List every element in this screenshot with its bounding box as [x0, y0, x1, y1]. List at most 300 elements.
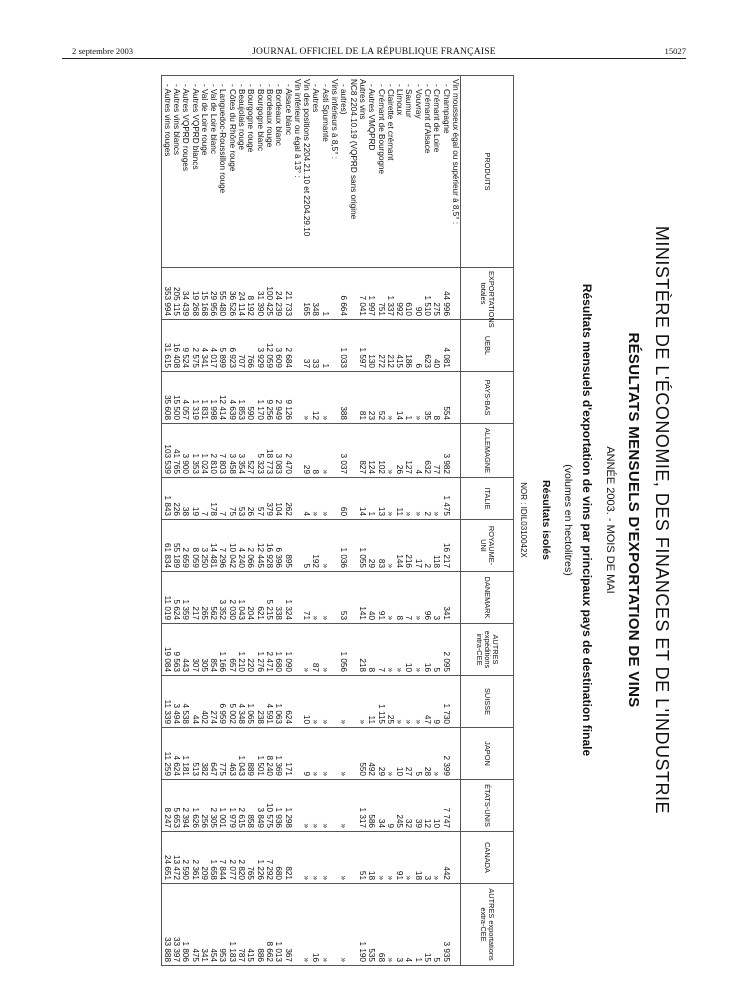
value-cell: 707	[237, 320, 246, 372]
value-cell: 226	[172, 478, 181, 520]
value-cell: 17	[414, 520, 423, 572]
value-cell: 6	[414, 320, 423, 372]
value-cell: 16	[311, 884, 320, 966]
product-cell: - Autres VQPRD blancs	[190, 76, 199, 268]
value-cell: »	[432, 728, 441, 780]
value-cell	[330, 320, 339, 372]
value-cell: 623	[423, 320, 432, 372]
product-cell: - Bourgogne blanc	[255, 76, 264, 268]
value-cell: »	[321, 780, 330, 832]
header-date: 2 septembre 2003	[72, 46, 134, 56]
value-cell: 348	[311, 268, 320, 320]
value-cell: 1 597	[358, 320, 367, 372]
value-cell: 2 575	[190, 320, 199, 372]
value-cell: 104	[274, 478, 283, 520]
value-cell: 274	[209, 676, 218, 728]
value-cell: 1 324	[283, 572, 292, 624]
value-cell: 1 936	[274, 780, 283, 832]
value-cell: »	[386, 728, 395, 780]
value-cell	[293, 832, 302, 884]
value-cell: 492	[367, 728, 376, 780]
product-cell: - Crémant de Loire	[432, 76, 441, 268]
value-cell	[348, 268, 357, 320]
value-cell: 1 658	[209, 832, 218, 884]
value-cell: 144	[395, 520, 404, 572]
value-cell: 353 994	[162, 268, 172, 320]
value-cell: 2	[423, 520, 432, 572]
value-cell	[348, 572, 357, 624]
value-cell: 562	[209, 572, 218, 624]
value-cell	[348, 780, 357, 832]
value-cell: 4 348	[237, 676, 246, 728]
value-cell: 3 250	[200, 520, 209, 572]
value-cell: 2 659	[181, 520, 190, 572]
column-header: AUTRES exportations extra-CEE	[461, 884, 514, 966]
value-cell: 1	[321, 320, 330, 372]
value-cell	[293, 624, 302, 676]
table-row	[432, 76, 441, 966]
value-cell: 16 408	[172, 320, 181, 372]
product-cell: - Beaujolais rouge	[237, 76, 246, 268]
value-cell: 3 037	[339, 424, 348, 478]
header-journal-title: JOURNAL OFFICIEL DE LA RÉPUBLIQUE FRANÇAISE	[252, 46, 496, 57]
value-cell: 680	[274, 832, 283, 884]
value-cell: »	[302, 372, 311, 424]
value-cell: 2 030	[228, 572, 237, 624]
value-cell: 4	[302, 478, 311, 520]
table-header-row	[461, 76, 514, 966]
value-cell	[451, 624, 461, 676]
value-cell: 5	[432, 624, 441, 676]
value-cell: 7 803	[218, 424, 227, 478]
table-row	[265, 76, 274, 966]
value-cell: »	[339, 832, 348, 884]
product-cell: Vin mousseux égal ou supérieur à 8,5° :	[451, 76, 461, 268]
value-cell: 96	[423, 572, 432, 624]
value-cell	[348, 624, 357, 676]
value-cell: 11 019	[162, 572, 172, 624]
value-cell: 5	[302, 520, 311, 572]
value-cell: 586	[367, 780, 376, 832]
value-cell: 1 001	[218, 780, 227, 832]
value-cell	[330, 520, 339, 572]
value-cell: 29 956	[209, 268, 218, 320]
value-cell: 91	[395, 832, 404, 884]
value-cell: 171	[283, 728, 292, 780]
value-cell: 2 394	[181, 780, 190, 832]
value-cell: 5 215	[265, 572, 274, 624]
value-cell: 5 899	[218, 320, 227, 372]
value-cell: 1 319	[190, 372, 199, 424]
value-cell: 26	[246, 478, 255, 520]
value-cell: 9	[302, 728, 311, 780]
value-cell: 41 765	[172, 424, 181, 478]
value-cell	[451, 572, 461, 624]
value-cell: 4 591	[265, 676, 274, 728]
value-cell: »	[414, 676, 423, 728]
product-cell: Vin des positions 2204.21.10 et 2204.29.10	[302, 76, 311, 268]
report-units: (volumes en hectolitres)	[562, 464, 574, 576]
value-cell: 1 475	[441, 478, 450, 520]
value-cell: 29	[376, 728, 385, 780]
value-cell	[451, 320, 461, 372]
value-cell: »	[321, 728, 330, 780]
value-cell: 10 575	[265, 780, 274, 832]
value-cell: 1 806	[181, 884, 190, 966]
report-subtitle: ANNÉE 2003. - MOIS DE MAI	[604, 446, 616, 594]
product-cell: - Languedoc-Roussillon rouge	[218, 76, 227, 268]
value-cell: 205 115	[172, 268, 181, 320]
product-cell: - Côtes du Rhône rouge	[228, 76, 237, 268]
value-cell: »	[414, 624, 423, 676]
value-cell	[451, 884, 461, 966]
value-cell: 4	[404, 884, 413, 966]
value-cell: 307	[190, 624, 199, 676]
product-cell: - Champagne	[441, 76, 450, 268]
table-row	[190, 76, 199, 966]
value-cell: 657	[228, 624, 237, 676]
value-cell: 32	[404, 780, 413, 832]
value-cell: 4 017	[209, 320, 218, 372]
value-cell	[348, 676, 357, 728]
value-cell: 751	[376, 268, 385, 320]
value-cell: 7 292	[265, 832, 274, 884]
table-row	[395, 76, 404, 966]
table-row	[330, 76, 339, 966]
value-cell: »	[311, 728, 320, 780]
value-cell: 245	[395, 780, 404, 832]
value-cell: 77	[432, 424, 441, 478]
value-cell: 1 043	[237, 728, 246, 780]
value-cell: 44 996	[441, 268, 450, 320]
value-cell: 827	[358, 424, 367, 478]
value-cell: 44	[190, 676, 199, 728]
value-cell: 7	[376, 624, 385, 676]
value-cell: 7 296	[218, 520, 227, 572]
value-cell: 204	[246, 572, 255, 624]
rotated-report	[74, 75, 674, 965]
nor-reference: NOR : IDIL0310042X	[519, 482, 528, 558]
value-cell: 1 626	[190, 780, 199, 832]
table-row	[200, 76, 209, 966]
column-header: EXPORTATIONS totales	[461, 268, 514, 320]
value-cell: »	[358, 676, 367, 728]
value-cell: »	[321, 520, 330, 572]
value-cell: 513	[190, 728, 199, 780]
value-cell: 4 538	[181, 676, 190, 728]
value-cell: 24 239	[274, 268, 283, 320]
value-cell: 6 959	[218, 676, 227, 728]
value-cell: »	[321, 572, 330, 624]
value-cell: »	[386, 572, 395, 624]
value-cell: 31 390	[255, 268, 264, 320]
value-cell: 36 526	[228, 268, 237, 320]
value-cell: 2 077	[228, 832, 237, 884]
value-cell: 1	[321, 268, 330, 320]
value-cell: 118	[432, 520, 441, 572]
column-header: ROYAUME-UNI	[461, 520, 514, 572]
value-cell: 3 609	[274, 320, 283, 372]
value-cell: 992	[395, 268, 404, 320]
value-cell: 1 337	[386, 268, 395, 320]
value-cell: 9 256	[265, 372, 274, 424]
value-cell: 1 510	[423, 268, 432, 320]
value-cell: 34	[376, 780, 385, 832]
value-cell: 16 217	[441, 520, 450, 572]
value-cell: 34 439	[181, 268, 190, 320]
value-cell: 18	[367, 832, 376, 884]
value-cell: 25	[386, 676, 395, 728]
value-cell	[293, 268, 302, 320]
table-row	[228, 76, 237, 966]
value-cell: 37	[302, 320, 311, 372]
value-cell: 3 929	[255, 320, 264, 372]
value-cell: 87	[311, 624, 320, 676]
value-cell: 23	[367, 372, 376, 424]
value-cell: 5 002	[228, 676, 237, 728]
value-cell	[348, 424, 357, 478]
value-cell: 535	[367, 884, 376, 966]
value-cell: 27	[404, 728, 413, 780]
value-cell: 24 114	[237, 268, 246, 320]
column-header: UEBL	[461, 320, 514, 372]
value-cell	[348, 728, 357, 780]
value-cell: 262	[283, 478, 292, 520]
value-cell: 1 298	[283, 780, 292, 832]
value-cell	[293, 520, 302, 572]
value-cell	[330, 780, 339, 832]
table-row	[274, 76, 283, 966]
value-cell: 8 192	[246, 268, 255, 320]
value-cell: 220	[246, 624, 255, 676]
product-cell: Vin inférieur ou égal à 13° :	[293, 76, 302, 268]
product-cell: - Vouvray	[414, 76, 423, 268]
value-cell: »	[414, 372, 423, 424]
column-header: ITALIE	[461, 478, 514, 520]
value-cell: 12 414	[218, 372, 227, 424]
value-cell: 1 359	[181, 572, 190, 624]
value-cell: 854	[209, 624, 218, 676]
value-cell: 9 524	[181, 320, 190, 372]
value-cell: 527	[246, 424, 255, 478]
value-cell: »	[339, 676, 348, 728]
value-cell: 29	[367, 520, 376, 572]
value-cell: 632	[423, 424, 432, 478]
column-header: CANADA	[461, 832, 514, 884]
value-cell: »	[302, 884, 311, 966]
value-cell: 3 458	[228, 424, 237, 478]
value-cell: »	[321, 372, 330, 424]
product-cell: - Autres vins blancs	[172, 76, 181, 268]
exports-table	[162, 75, 515, 966]
value-cell	[330, 728, 339, 780]
value-cell: 209	[200, 832, 209, 884]
value-cell: 8 059	[190, 520, 199, 572]
value-cell	[451, 520, 461, 572]
value-cell: 1 680	[274, 624, 283, 676]
value-cell: 186	[404, 320, 413, 372]
value-cell: 2 810	[209, 424, 218, 478]
value-cell: 4	[414, 424, 423, 478]
value-cell: »	[414, 572, 423, 624]
value-cell: 382	[200, 728, 209, 780]
table-row	[451, 76, 461, 966]
value-cell	[293, 572, 302, 624]
value-cell: »	[386, 478, 395, 520]
table-row	[423, 76, 432, 966]
value-cell: 765	[246, 832, 255, 884]
value-cell: 53	[339, 572, 348, 624]
product-cell: - Autres	[311, 76, 320, 268]
value-cell: 4 081	[441, 320, 450, 372]
value-cell: »	[321, 624, 330, 676]
value-cell: 6 396	[274, 520, 283, 572]
value-cell: 238	[255, 676, 264, 728]
value-cell	[451, 728, 461, 780]
value-cell: 1 226	[255, 832, 264, 884]
value-cell: 55 480	[218, 268, 227, 320]
value-cell: »	[432, 832, 441, 884]
value-cell: 1 998	[209, 372, 218, 424]
table-row	[414, 76, 423, 966]
table-row	[172, 76, 181, 966]
value-cell: 1 843	[162, 478, 172, 520]
value-cell: 621	[255, 572, 264, 624]
value-cell: 2 361	[190, 832, 199, 884]
column-header: AUTRES expéditions intra-CEE	[461, 624, 514, 676]
product-cell: - Bourgogne rouge	[246, 76, 255, 268]
value-cell: 889	[246, 728, 255, 780]
value-cell: 8 247	[162, 780, 172, 832]
value-cell	[330, 424, 339, 478]
value-cell	[451, 676, 461, 728]
value-cell: 787	[237, 884, 246, 966]
value-cell: 8	[395, 572, 404, 624]
value-cell: 3 849	[255, 780, 264, 832]
product-cell: - Limoux	[395, 76, 404, 268]
value-cell: 90	[414, 268, 423, 320]
value-cell: 7 844	[218, 832, 227, 884]
value-cell: 858	[246, 780, 255, 832]
value-cell	[293, 728, 302, 780]
value-cell	[293, 320, 302, 372]
value-cell: 1 036	[339, 520, 348, 572]
value-cell: 4 624	[172, 728, 181, 780]
value-cell: »	[339, 780, 348, 832]
value-cell: »	[386, 520, 395, 572]
value-cell: 9	[386, 780, 395, 832]
value-cell	[348, 372, 357, 424]
value-cell: 6 923	[228, 320, 237, 372]
value-cell: 33 888	[162, 884, 172, 966]
value-cell: »	[395, 676, 404, 728]
value-cell: 19 268	[190, 268, 199, 320]
column-header: DANEMARK	[461, 572, 514, 624]
value-cell: 1 090	[283, 624, 292, 676]
value-cell: 1 166	[218, 624, 227, 676]
product-cell: Vins inférieurs à 8,5° :	[330, 76, 339, 268]
value-cell: 3 982	[441, 424, 450, 478]
value-cell: 100 425	[265, 268, 274, 320]
value-cell: 29	[302, 424, 311, 478]
product-cell: - Saumur	[404, 76, 413, 268]
value-cell: »	[311, 832, 320, 884]
value-cell: 31 615	[162, 320, 172, 372]
value-cell: »	[386, 624, 395, 676]
value-cell: 8	[311, 424, 320, 478]
value-cell: 61 834	[162, 520, 172, 572]
value-cell: 388	[339, 372, 348, 424]
value-cell: 821	[283, 832, 292, 884]
value-cell: 127	[404, 424, 413, 478]
value-cell: 71	[302, 572, 311, 624]
value-cell: 103 539	[162, 424, 172, 478]
value-cell	[451, 780, 461, 832]
value-cell: 1 170	[255, 372, 264, 424]
value-cell: 9	[432, 676, 441, 728]
product-cell: - Asti Spumante	[321, 76, 330, 268]
table-row	[218, 76, 227, 966]
value-cell: 14	[358, 478, 367, 520]
value-cell: 217	[190, 572, 199, 624]
value-cell: 647	[209, 728, 218, 780]
value-cell: 12	[311, 372, 320, 424]
value-cell: 402	[200, 676, 209, 728]
product-cell: - Autres VQPRD rouges	[181, 76, 190, 268]
report-description: Résultats mensuels d'exportation de vins par principaux pays de destination finale	[580, 283, 594, 757]
value-cell: 2 470	[283, 424, 292, 478]
value-cell: 1 831	[200, 372, 209, 424]
column-header: ÉTATS-UNIS	[461, 780, 514, 832]
value-cell: 1 056	[339, 624, 348, 676]
value-cell	[293, 676, 302, 728]
table-row	[441, 76, 450, 966]
table-row	[376, 76, 385, 966]
value-cell: 15 500	[172, 372, 181, 424]
product-cell: - autres)	[339, 76, 348, 268]
page-header	[0, 0, 748, 60]
value-cell: 3 083	[274, 424, 283, 478]
value-cell: 83	[376, 520, 385, 572]
value-cell: 53	[237, 478, 246, 520]
value-cell: »	[311, 676, 320, 728]
value-cell: 14	[395, 372, 404, 424]
value-cell: 18 773	[265, 424, 274, 478]
value-cell: 1 369	[274, 728, 283, 780]
value-cell: »	[321, 832, 330, 884]
value-cell: »	[404, 478, 413, 520]
value-cell: 1 183	[228, 884, 237, 966]
value-cell	[330, 832, 339, 884]
table-row	[293, 76, 302, 966]
value-cell: »	[321, 478, 330, 520]
value-cell: 38	[181, 478, 190, 520]
value-cell: 13	[376, 478, 385, 520]
product-cell: - Crémant d'Alsace	[423, 76, 432, 268]
value-cell: 624	[283, 676, 292, 728]
value-cell: 10	[404, 624, 413, 676]
value-cell: 1	[367, 478, 376, 520]
value-cell: »	[376, 832, 385, 884]
value-cell: 1	[404, 372, 413, 424]
value-cell: 2 820	[237, 832, 246, 884]
value-cell: 2 399	[441, 728, 450, 780]
value-cell: 218	[358, 624, 367, 676]
value-cell: 590	[246, 372, 255, 424]
value-cell: 10	[395, 728, 404, 780]
value-cell: »	[339, 884, 348, 966]
value-cell: 33	[311, 320, 320, 372]
